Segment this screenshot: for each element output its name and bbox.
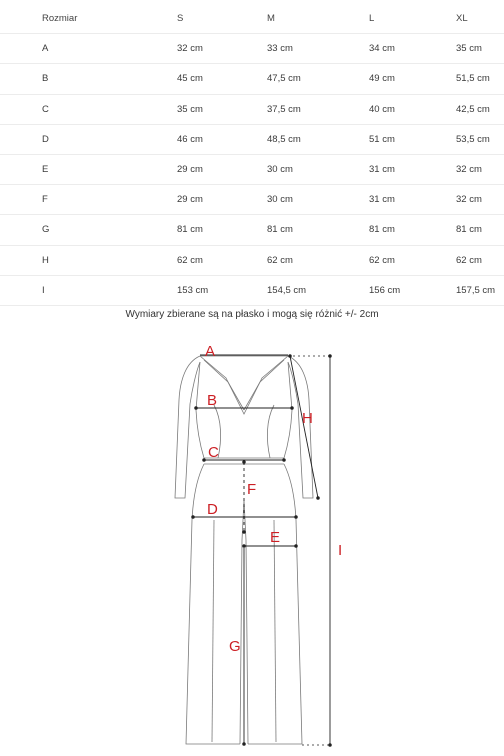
- row-label: H: [0, 245, 177, 275]
- row-label: A: [0, 34, 177, 64]
- label-i: I: [338, 542, 343, 559]
- cell-l: 40 cm: [369, 94, 456, 124]
- cell-m: 47,5 cm: [267, 64, 369, 94]
- cell-s: 35 cm: [177, 94, 267, 124]
- column-header-size: Rozmiar: [0, 4, 177, 34]
- label-d: D: [207, 501, 218, 518]
- cell-xl: 51,5 cm: [456, 64, 504, 94]
- column-header-l: L: [369, 4, 456, 34]
- column-header-s: S: [177, 4, 267, 34]
- label-f: F: [247, 481, 257, 498]
- label-h: H: [302, 410, 313, 427]
- cell-xl: 32 cm: [456, 154, 504, 184]
- label-g: G: [229, 638, 241, 655]
- label-e: E: [270, 529, 281, 546]
- cell-m: 81 cm: [267, 215, 369, 245]
- measure-line-h: [290, 356, 318, 498]
- row-label: E: [0, 154, 177, 184]
- cell-l: 62 cm: [369, 245, 456, 275]
- cell-s: 29 cm: [177, 185, 267, 215]
- cell-m: 154,5 cm: [267, 275, 369, 305]
- cell-m: 48,5 cm: [267, 124, 369, 154]
- row-label: C: [0, 94, 177, 124]
- row-label: D: [0, 124, 177, 154]
- cell-m: 37,5 cm: [267, 94, 369, 124]
- label-a: A: [205, 343, 216, 360]
- cell-l: 31 cm: [369, 154, 456, 184]
- cell-xl: 157,5 cm: [456, 275, 504, 305]
- cell-s: 29 cm: [177, 154, 267, 184]
- cell-m: 33 cm: [267, 34, 369, 64]
- cell-s: 32 cm: [177, 34, 267, 64]
- cell-s: 46 cm: [177, 124, 267, 154]
- cell-s: 81 cm: [177, 215, 267, 245]
- cell-m: 30 cm: [267, 154, 369, 184]
- cell-l: 51 cm: [369, 124, 456, 154]
- label-b: B: [207, 392, 218, 409]
- cell-l: 81 cm: [369, 215, 456, 245]
- cell-l: 49 cm: [369, 64, 456, 94]
- row-label: I: [0, 275, 177, 305]
- cell-m: 30 cm: [267, 185, 369, 215]
- cell-s: 62 cm: [177, 245, 267, 275]
- cell-l: 156 cm: [369, 275, 456, 305]
- measurement-labels: [205, 343, 342, 655]
- row-label: F: [0, 185, 177, 215]
- cell-xl: 62 cm: [456, 245, 504, 275]
- cell-xl: 81 cm: [456, 215, 504, 245]
- cell-s: 153 cm: [177, 275, 267, 305]
- cell-xl: 35 cm: [456, 34, 504, 64]
- column-header-m: M: [267, 4, 369, 34]
- cell-xl: 32 cm: [456, 185, 504, 215]
- measurement-note: Wymiary zbierane są na płasko i mogą się różnić +/- 2cm: [125, 309, 379, 320]
- cell-l: 34 cm: [369, 34, 456, 64]
- cell-xl: 42,5 cm: [456, 94, 504, 124]
- label-c: C: [208, 444, 219, 461]
- column-header-xl: XL: [456, 4, 504, 34]
- cell-m: 62 cm: [267, 245, 369, 275]
- cell-xl: 53,5 cm: [456, 124, 504, 154]
- row-label: G: [0, 215, 177, 245]
- cell-s: 45 cm: [177, 64, 267, 94]
- row-label: B: [0, 64, 177, 94]
- cell-l: 31 cm: [369, 185, 456, 215]
